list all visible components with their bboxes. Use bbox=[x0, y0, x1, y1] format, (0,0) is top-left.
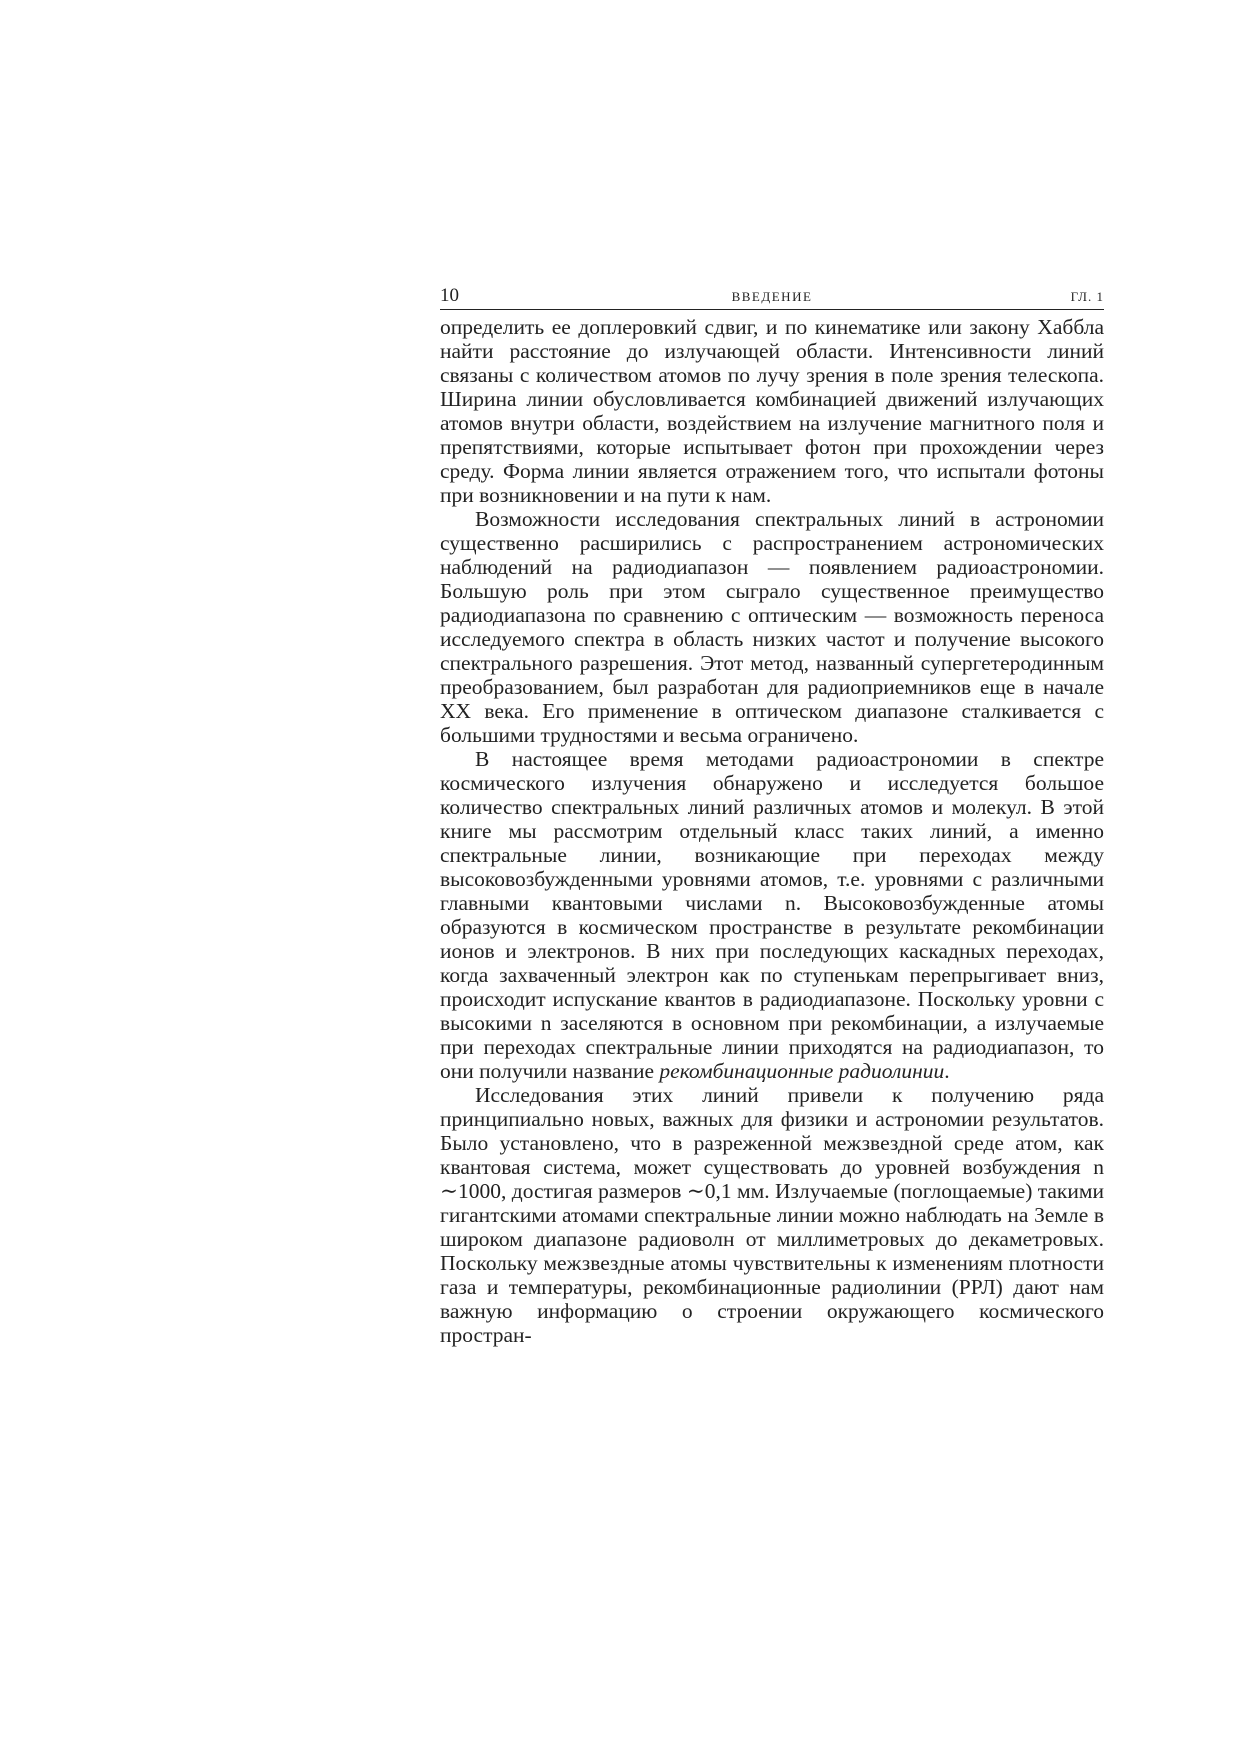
book-page bbox=[440, 285, 1104, 1347]
paragraph: Возможности исследования спектральных линий в астрономии существенно расширились с распространением астрономических наблюдений на радиодиапазон — появлением радиоастрономии. Большую роль при этом сыграло существенное преимущество радиодиапазона по сравнению с оптическим — возможность переноса исследуемого спектра в область низких частот и получение высокого спектрального разрешения. Этот метод, названный супергетеродинным преобразованием, был разработан для радиоприемников еще в начале XX века. Его применение в оптическом диапазоне сталкивается с большими трудностями и весьма ограничено. bbox=[440, 507, 1104, 747]
paragraph bbox=[440, 747, 1104, 1083]
paragraph-text: В настоящее время методами радиоастрономии в спектре космического излучения обнаружено и исследуется большое количество спектральных линий различных атомов и молекул. В этой книге мы рассмотрим отдельный класс таких линий, а именно спектральные линии, возникающие при переходах между высоковозбужденными уровнями атомов, т.е. уровнями с различными главными квантовыми числами n. Высоковозбужденные атомы образуются в космическом пространстве в результате рекомбинации ионов и электронов. В них при последующих каскадных переходах, когда захваченный электрон как по ступенькам перепрыгивает вниз, происходит испускание квантов в радиодиапазоне. Поскольку уровни с высокими n заселяются в основном при рекомбинации, а излучаемые при переходах спектральные линии приходятся на радиодиапазон, то они получили название bbox=[440, 747, 1104, 1083]
page-number: 10 bbox=[440, 285, 459, 306]
emphasized-term: рекомбинационные радиолинии bbox=[659, 1059, 945, 1083]
body-text bbox=[440, 315, 1104, 1347]
running-head bbox=[440, 285, 1104, 310]
chapter-label: ГЛ. 1 bbox=[1070, 289, 1104, 304]
paragraph-text: . bbox=[944, 1059, 950, 1083]
paragraph: Исследования этих линий привели к получению ряда принципиально новых, важных для физики и астрономии результатов. Было установлено, что в разреженной межзвездной среде атом, как квантовая система, может существовать до уровней возбуждения n ∼1000, достигая размеров ∼0,1 мм. Излучаемые (поглощаемые) такими гигантскими атомами спектральные линии можно наблюдать на Земле в широком диапазоне радиоволн от миллиметровых до декаметровых. Поскольку межзвездные атомы чувствительны к изменениям плотности газа и температуры, рекомбинационные радиолинии (РРЛ) дают нам важную информацию о строении окружающего космического простран- bbox=[440, 1083, 1104, 1347]
paragraph: определить ее доплеровкий сдвиг, и по кинематике или закону Хаббла найти расстояние до излучающей области. Интенсивности линий связаны с количеством атомов по лучу зрения в поле зрения телескопа. Ширина линии обусловливается комбинацией движений излучающих атомов внутри области, воздействием на излучение магнитного поля и препятствиями, которые испытывает фотон при прохождении через среду. Форма линии является отражением того, что испытали фотоны при возникновении и на пути к нам. bbox=[440, 315, 1104, 507]
section-title: ВВЕДЕНИЕ bbox=[731, 289, 813, 304]
